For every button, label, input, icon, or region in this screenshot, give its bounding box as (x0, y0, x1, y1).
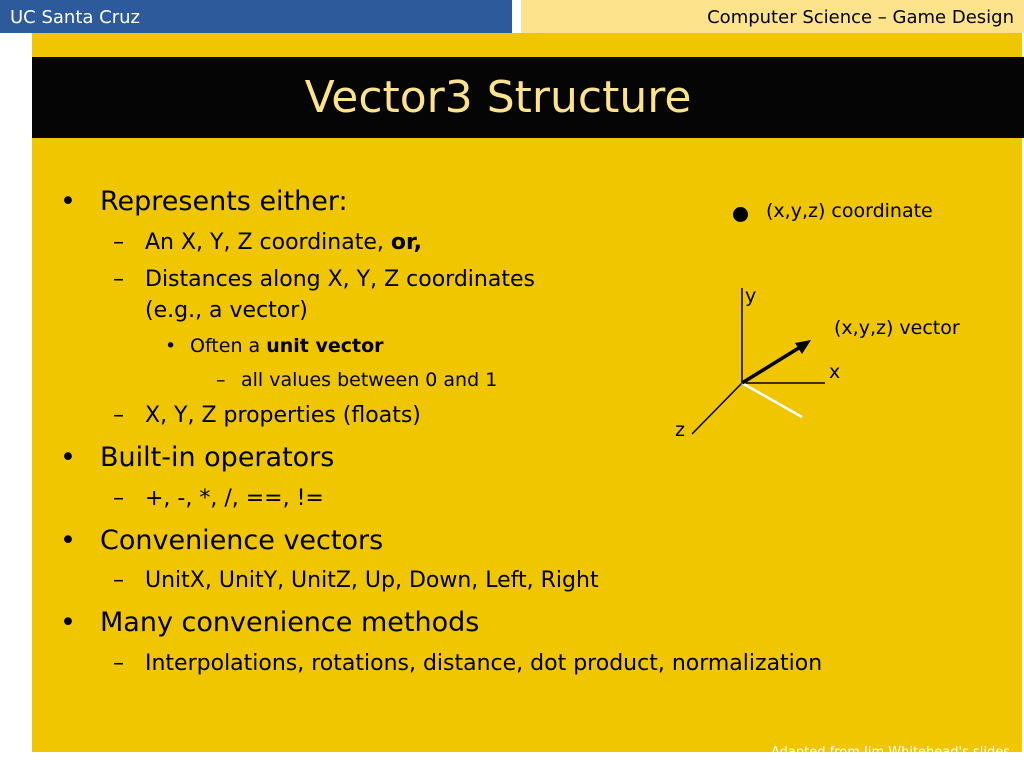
bullet-represents: Represents either: (100, 186, 348, 217)
sub-bullet-methods-list: Interpolations, rotations, distance, dot product, normalization (145, 651, 823, 676)
coordinate-label: (x,y,z) coordinate (766, 200, 933, 222)
bullet-convenience-methods: Many convenience methods (100, 607, 480, 638)
sub-sub-bullet-unit-vector-bold: unit vector (266, 335, 384, 357)
small-bullet-icon: • (165, 335, 177, 357)
axis-y-label: y (745, 285, 757, 307)
dash-icon: – (113, 651, 124, 676)
header-right-bar (521, 0, 1024, 33)
bullet-icon: • (60, 525, 76, 556)
header-left-bar (0, 0, 512, 33)
bullet-icon: • (60, 607, 76, 638)
header-left-text: UC Santa Cruz (10, 7, 140, 28)
bullet-icon: • (60, 442, 76, 473)
vector-arrow-line (742, 346, 802, 383)
sub-bullet-distances-line1: Distances along X, Y, Z coordinates (145, 267, 535, 292)
sub-bullet-vectors-list: UnitX, UnitY, UnitZ, Up, Down, Left, Right (145, 568, 599, 593)
sub-bullet-distances-line2: (e.g., a vector) (145, 298, 308, 323)
vector-projection-line (742, 383, 802, 417)
dash-icon: – (113, 230, 124, 255)
vector-label: (x,y,z) vector (834, 317, 960, 339)
footer-credit: Adapted from Jim Whitehead's slides (771, 745, 1010, 760)
title-bar (32, 57, 1024, 138)
z-axis-line (692, 383, 742, 434)
sub-bullet-properties: X, Y, Z properties (floats) (145, 403, 421, 428)
sub-sub-bullet-unit-vector-text: Often a (190, 335, 267, 357)
sub-sub-bullet-unit-vector (190, 334, 384, 358)
coordinate-dot-icon (733, 207, 748, 222)
dash-icon: – (113, 568, 124, 593)
dash-icon: – (216, 369, 226, 391)
sub-bullet-operators-list: +, -, *, /, ==, != (145, 486, 324, 511)
dash-icon: – (113, 486, 124, 511)
dash-icon: – (113, 267, 124, 292)
bullet-convenience-vectors: Convenience vectors (100, 525, 384, 556)
bullet-operators: Built-in operators (100, 442, 335, 473)
bullet-icon: • (60, 186, 76, 217)
level4-bullet-values: all values between 0 and 1 (241, 369, 498, 391)
header-right-text: Computer Science – Game Design (707, 7, 1014, 28)
slide-title: Vector3 Structure (304, 72, 692, 123)
dash-icon: – (113, 403, 124, 428)
sub-bullet-coordinate-text: An X, Y, Z coordinate, (145, 230, 391, 255)
sub-bullet-coordinate-bold: or, (390, 230, 422, 255)
axis-x-label: x (829, 361, 841, 383)
sub-bullet-coordinate (145, 229, 422, 257)
axis-z-label: z (675, 419, 685, 441)
